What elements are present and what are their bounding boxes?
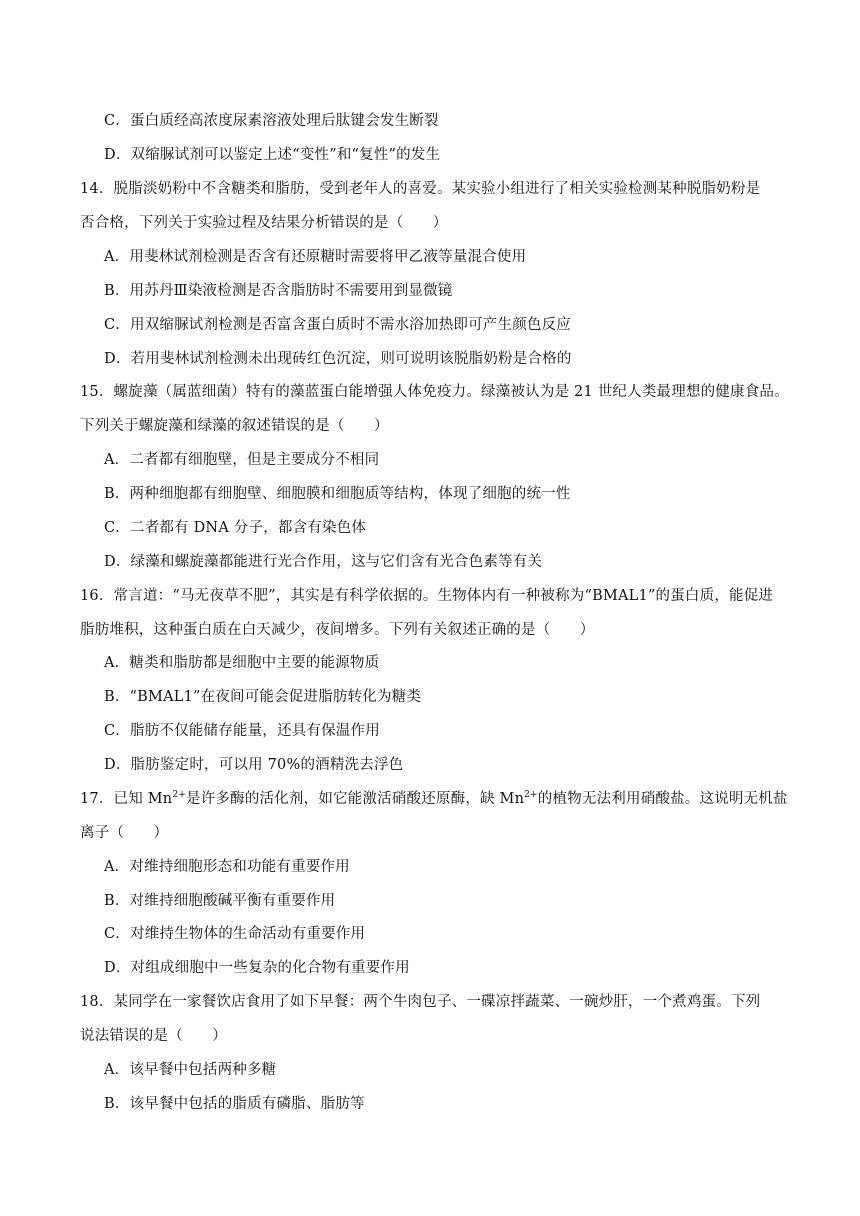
q16-option-b: B．“BMAL1”在夜间可能会促进脂肪转化为糖类 [104, 689, 422, 705]
q18-stem-line1: 18．某同学在一家餐饮店食用了如下早餐：两个牛肉包子、一碟凉拌蔬菜、一碗炒肝，一个煮鸡蛋。下列 [80, 994, 761, 1010]
q13-option-c: C．蛋白质经高浓度尿素溶液处理后肽键会发生断裂 [104, 113, 439, 129]
q14-option-a: A．用斐林试剂检测是否含有还原糖时需要将甲乙液等量混合使用 [104, 249, 527, 265]
q16-stem-line2: 脂肪堆积，这种蛋白质在白天减少，夜间增多。下列有关叙述正确的是（ ） [80, 622, 595, 638]
q15-option-b: B．两种细胞都有细胞壁、细胞膜和细胞质等结构，体现了细胞的统一性 [104, 486, 571, 502]
q14-stem-line1: 14．脱脂淡奶粉中不含糖类和脂肪，受到老年人的喜爱。某实验小组进行了相关实验检测某种脱脂奶粉是 [80, 181, 761, 197]
q14-option-b: B．用苏丹Ⅲ染液检测是否含脂肪时不需要用到显微镜 [104, 283, 453, 299]
q16-option-c: C．脂肪不仅能储存能量，还具有保温作用 [104, 723, 380, 739]
q17-superscript-1: 2+ [172, 790, 187, 801]
q15-option-d: D．绿藻和螺旋藻都能进行光合作用，这与它们含有光合色素等有关 [104, 554, 543, 570]
q17-option-d: D．对组成细胞中一些复杂的化合物有重要作用 [104, 960, 410, 976]
q18-option-b: B．该早餐中包括的脂质有磷脂、脂肪等 [104, 1096, 365, 1112]
q15-stem-line2: 下列关于螺旋藻和绿藻的叙述错误的是（ ） [80, 418, 389, 434]
q17-stem-line1 [80, 789, 788, 809]
q17-option-a: A．对维持细胞形态和功能有重要作用 [104, 859, 350, 875]
q17-option-c: C．对维持生物体的生命活动有重要作用 [104, 926, 366, 942]
q17-stem-part3: 的植物无法利用硝酸盐。这说明无机盐 [537, 791, 788, 807]
q14-option-c: C．用双缩脲试剂检测是否富含蛋白质时不需水浴加热即可产生颜色反应 [104, 317, 571, 333]
q17-option-b: B．对维持细胞酸碱平衡有重要作用 [104, 893, 336, 909]
q16-option-d: D．脂肪鉴定时，可以用 70%的酒精洗去浮色 [104, 757, 404, 773]
q13-option-d: D．双缩脲试剂可以鉴定上述“变性”和“复性”的发生 [104, 147, 441, 163]
q14-option-d: D．若用斐林试剂检测未出现砖红色沉淀，则可说明该脱脂奶粉是合格的 [104, 351, 572, 367]
q15-option-a: A．二者都有细胞壁，但是主要成分不相同 [104, 452, 380, 468]
q17-stem-line2: 离子（ ） [80, 825, 169, 841]
q16-option-a: A．糖类和脂肪都是细胞中主要的能源物质 [104, 655, 380, 671]
q17-superscript-2: 2+ [524, 790, 538, 801]
q17-stem-part1: 17．已知 Mn [80, 791, 173, 807]
q14-stem-line2: 否合格，下列关于实验过程及结果分析错误的是（ ） [80, 215, 448, 231]
q18-stem-line2: 说法错误的是（ ） [80, 1028, 227, 1044]
q15-stem-line1: 15．螺旋藻（属蓝细菌）特有的藻蓝蛋白能增强人体免疫力。绿藻被认为是 21 世纪人类最理想的健康食品。 [80, 384, 789, 400]
q15-option-c: C．二者都有 DNA 分子，都含有染色体 [104, 520, 367, 536]
q17-stem-part2: 是许多酶的活化剂，如它能激活硝酸还原酶，缺 Mn [186, 791, 525, 807]
q18-option-a: A．该早餐中包括两种多糖 [104, 1062, 277, 1078]
q16-stem-line1: 16．常言道：“马无夜草不肥”，其实是有科学依据的。生物体内有一种被称为“BMAL1”的蛋白质，能促进 [80, 588, 774, 604]
